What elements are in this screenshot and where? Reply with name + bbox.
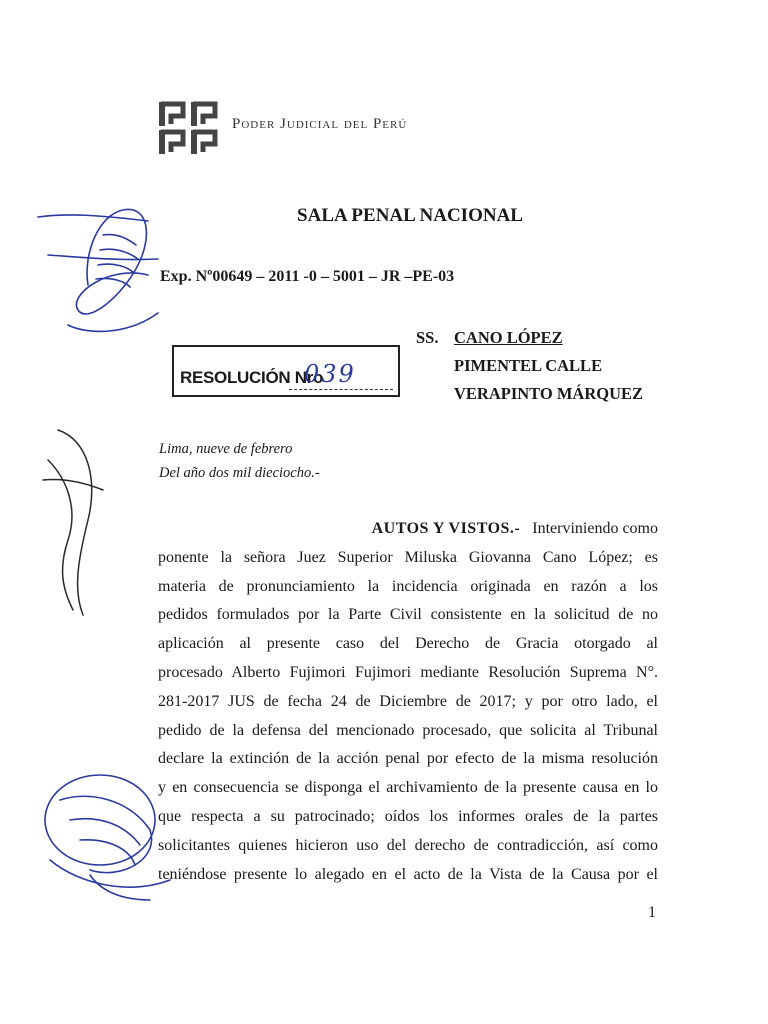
body-line: materia de pronunciamiento la incidencia originada en razón a los bbox=[158, 577, 658, 595]
resolution-stamp bbox=[172, 345, 400, 397]
body-line: declare la extinción de la acción penal por efecto de la misma resolución bbox=[158, 750, 658, 768]
body-line: teniéndose presente lo alegado en el acto de la Vista de la Causa por el bbox=[158, 865, 658, 883]
judge-name: PIMENTEL CALLE bbox=[454, 356, 603, 375]
body-line: pedidos formulados por la Parte Civil consistente en la solicitud de no bbox=[158, 606, 658, 624]
body-line: 281-2017 JUS de fecha 24 de Diciembre de 2017; y por otro lado, el bbox=[158, 692, 658, 710]
judges-prefix: SS. bbox=[416, 328, 439, 347]
judge-name: VERAPINTO MÁRQUEZ bbox=[454, 384, 644, 403]
body-line: y en consecuencia se disponga el archivamiento de la presente causa en lo bbox=[158, 779, 658, 797]
resolution-body bbox=[158, 515, 658, 889]
resolution-underline bbox=[289, 389, 393, 390]
body-line: procesado Alberto Fujimori Fujimori mediante Resolución Suprema N°. bbox=[158, 663, 658, 681]
judiciary-logo-icon bbox=[157, 100, 221, 156]
handwritten-initials-icon bbox=[28, 420, 118, 620]
body-first-line bbox=[158, 515, 658, 544]
autos-heading: AUTOS Y VISTOS.- bbox=[371, 520, 521, 537]
body-line: aplicación al presente caso del Derecho de Gracia otorgado al bbox=[158, 635, 658, 653]
date-block bbox=[159, 437, 320, 485]
organization-name: Poder Judicial del Perú bbox=[232, 116, 408, 132]
judges-panel bbox=[416, 324, 643, 408]
body-line: pedido de la defensa del mencionado procesado, que solicita al Tribunal bbox=[158, 721, 658, 739]
page-number: 1 bbox=[648, 904, 656, 921]
date-line: Del año dos mil dieciocho.- bbox=[159, 465, 320, 481]
body-text: Interviniendo como bbox=[532, 520, 658, 537]
case-number: Exp. Nº00649 – 2011 -0 – 5001 – JR –PE-03 bbox=[160, 268, 455, 285]
chamber-title: SALA PENAL NACIONAL bbox=[297, 205, 523, 226]
body-line: solicitantes quienes hicieron uso del derecho de contradicción, así como bbox=[158, 836, 658, 854]
body-line: que respecta a su patrocinado; oídos los informes orales de la partes bbox=[158, 807, 658, 825]
resolution-label: RESOLUCIÓN Nro bbox=[180, 368, 324, 387]
body-line: ponente la señora Juez Superior Miluska Giovanna Cano López; es bbox=[158, 548, 658, 566]
resolution-number: 039 bbox=[304, 360, 356, 388]
date-line: Lima, nueve de febrero bbox=[159, 441, 293, 457]
judge-name: CANO LÓPEZ bbox=[454, 328, 563, 347]
